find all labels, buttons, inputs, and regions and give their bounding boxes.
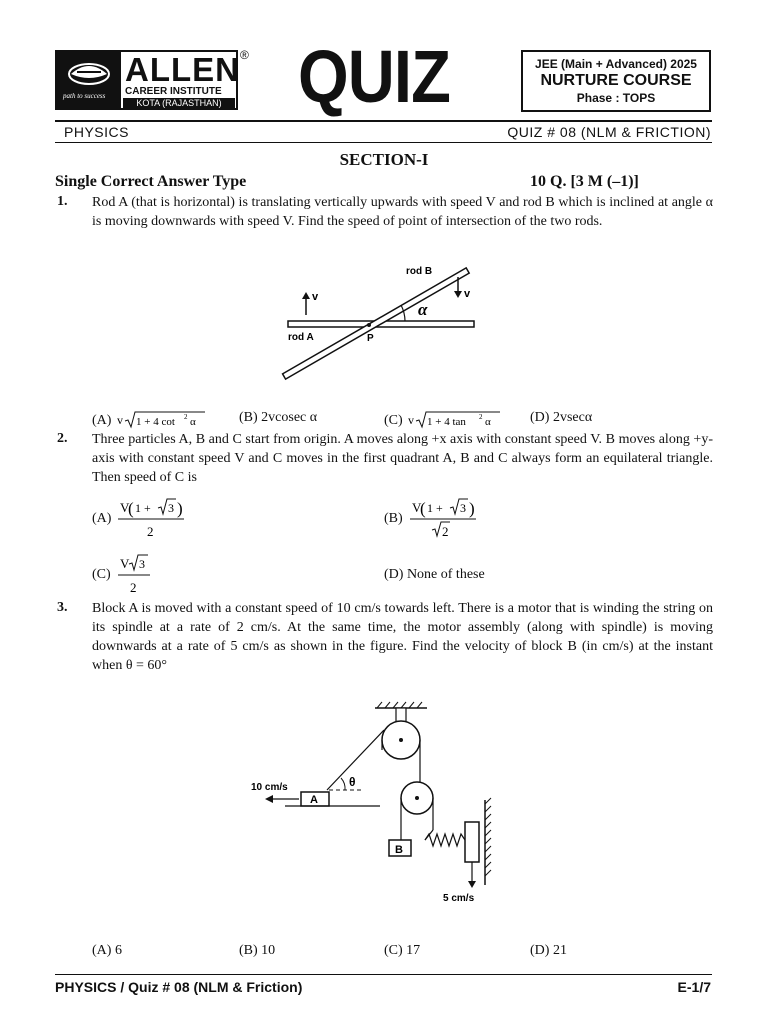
option-text: None of these [406, 567, 485, 582]
svg-text:1 +: 1 + [427, 501, 443, 515]
registered-mark: ® [240, 48, 249, 62]
option-3a[interactable]: (A) 6 [92, 943, 122, 958]
option-3b[interactable]: (B) 10 [239, 943, 276, 958]
option-1b[interactable]: (B) 2vcosec α [239, 410, 318, 425]
page-number: E-1/7 [677, 979, 711, 995]
point-p-label: P [367, 333, 374, 344]
question-number: 2. [57, 431, 68, 446]
svg-text:2: 2 [147, 524, 154, 539]
theta-label: θ [349, 775, 356, 789]
svg-text:2: 2 [183, 413, 188, 421]
motor-speed-label: 5 cm/s [443, 893, 475, 904]
option-text: 2vsecα [552, 410, 593, 425]
question-text: Three particles A, B and C start from origin. A moves along +x axis with constant speed V. B moves along +y-axis with constant speed V and C moves in the first quadrant A, B and C always form an equilateral triangle. Then speed of C is [92, 432, 713, 485]
svg-text:1 + 4 cot: 1 + 4 cot [135, 416, 175, 428]
quiz-heading: QUIZ [298, 35, 451, 118]
svg-text:V: V [120, 500, 130, 515]
svg-text:V: V [412, 500, 422, 515]
emblem-icon [57, 52, 121, 108]
answer-type: Single Correct Answer Type [55, 173, 247, 190]
svg-text:α: α [485, 416, 491, 428]
svg-text:v: v [408, 413, 415, 427]
svg-text:): ) [177, 499, 183, 518]
svg-text:1 +: 1 + [135, 501, 151, 515]
course-box [521, 50, 711, 112]
question-number: 1. [57, 194, 68, 209]
svg-text:2: 2 [479, 413, 483, 421]
tagline: path to success [63, 92, 106, 100]
svg-text:3: 3 [460, 501, 466, 515]
footer-rule [55, 974, 712, 975]
option-1d[interactable]: (D) 2vsecα [530, 410, 593, 425]
question-text: Rod A (that is horizontal) is translating vertically upwards with speed V and rod B which is inclined at angle α is moving downwards with speed V. Find the speed of point of intersection of the two rods. [92, 195, 713, 229]
option-text: 10 [261, 943, 276, 958]
rods-figure [280, 255, 490, 385]
block-a-label: A [310, 794, 318, 806]
subject-label: PHYSICS [64, 124, 129, 140]
option-3c[interactable]: (C) 17 [384, 943, 421, 958]
question-text: Block A is moved with a constant speed of 10 cm/s towards left. There is a motor that is winding the string on its spindle at a rate of 2 cm/s. At the same time, the motor assembly (along with spindle) is moving downwards at a rate of 5 cm/s as shown in the figure. Find the velocity of block B (in cm/s) at the instant when θ = 60° [92, 601, 713, 673]
course-name: NURTURE COURSE [540, 72, 692, 89]
svg-text:2: 2 [130, 580, 137, 595]
header-rule-bottom [55, 142, 712, 143]
velocity-label-up: v [312, 291, 319, 303]
question-number: 3. [57, 600, 68, 615]
exam-name: JEE (Main + Advanced) 2025 [535, 57, 697, 71]
block-b-label: B [395, 844, 403, 856]
svg-text:v: v [116, 413, 123, 427]
rod-a-label: rod A [288, 332, 314, 343]
footer-title: PHYSICS / Quiz # 08 (NLM & Friction) [55, 979, 303, 995]
option-1c[interactable]: (C) v 1 + 4 tan 2 α [384, 410, 502, 430]
svg-text:3: 3 [168, 501, 174, 515]
institute-name: CAREER INSTITUTE [125, 86, 222, 97]
svg-text:(: ( [420, 499, 426, 518]
rod-b-label: rod B [406, 266, 433, 277]
svg-text:α: α [189, 416, 196, 428]
svg-text:(: ( [128, 499, 134, 518]
brand-name: ALLEN [125, 51, 240, 88]
svg-text:1 + 4 tan: 1 + 4 tan [427, 416, 467, 428]
option-3d[interactable]: (D) 21 [530, 943, 567, 958]
header-rule [55, 120, 712, 122]
option-text: 6 [114, 943, 122, 958]
option-1a[interactable]: (A) v 1 + 4 cot 2 α [92, 410, 207, 430]
allen-logo [55, 50, 238, 110]
section-title: SECTION-I [339, 150, 429, 169]
pulley-figure [245, 700, 505, 910]
institute-city: KOTA (RAJASTHAN) [123, 98, 235, 108]
phase-name: Phase : TOPS [576, 91, 656, 105]
svg-text:): ) [469, 499, 475, 518]
svg-text:3: 3 [139, 557, 145, 571]
option-text: 17 [406, 943, 421, 958]
marks-scheme: 10 Q. [3 M (–1)] [530, 173, 639, 190]
block-a-speed-label: 10 cm/s [251, 782, 288, 793]
svg-text:2: 2 [442, 524, 449, 539]
svg-text:V: V [120, 556, 130, 571]
velocity-label-down: v [464, 288, 471, 300]
angle-alpha-label: α [418, 300, 428, 319]
option-2d[interactable]: (D) None of these [384, 567, 485, 582]
option-text: 2vcosec α [261, 410, 318, 425]
option-text: 21 [552, 943, 567, 958]
quiz-title: QUIZ # 08 (NLM & FRICTION) [507, 124, 711, 140]
